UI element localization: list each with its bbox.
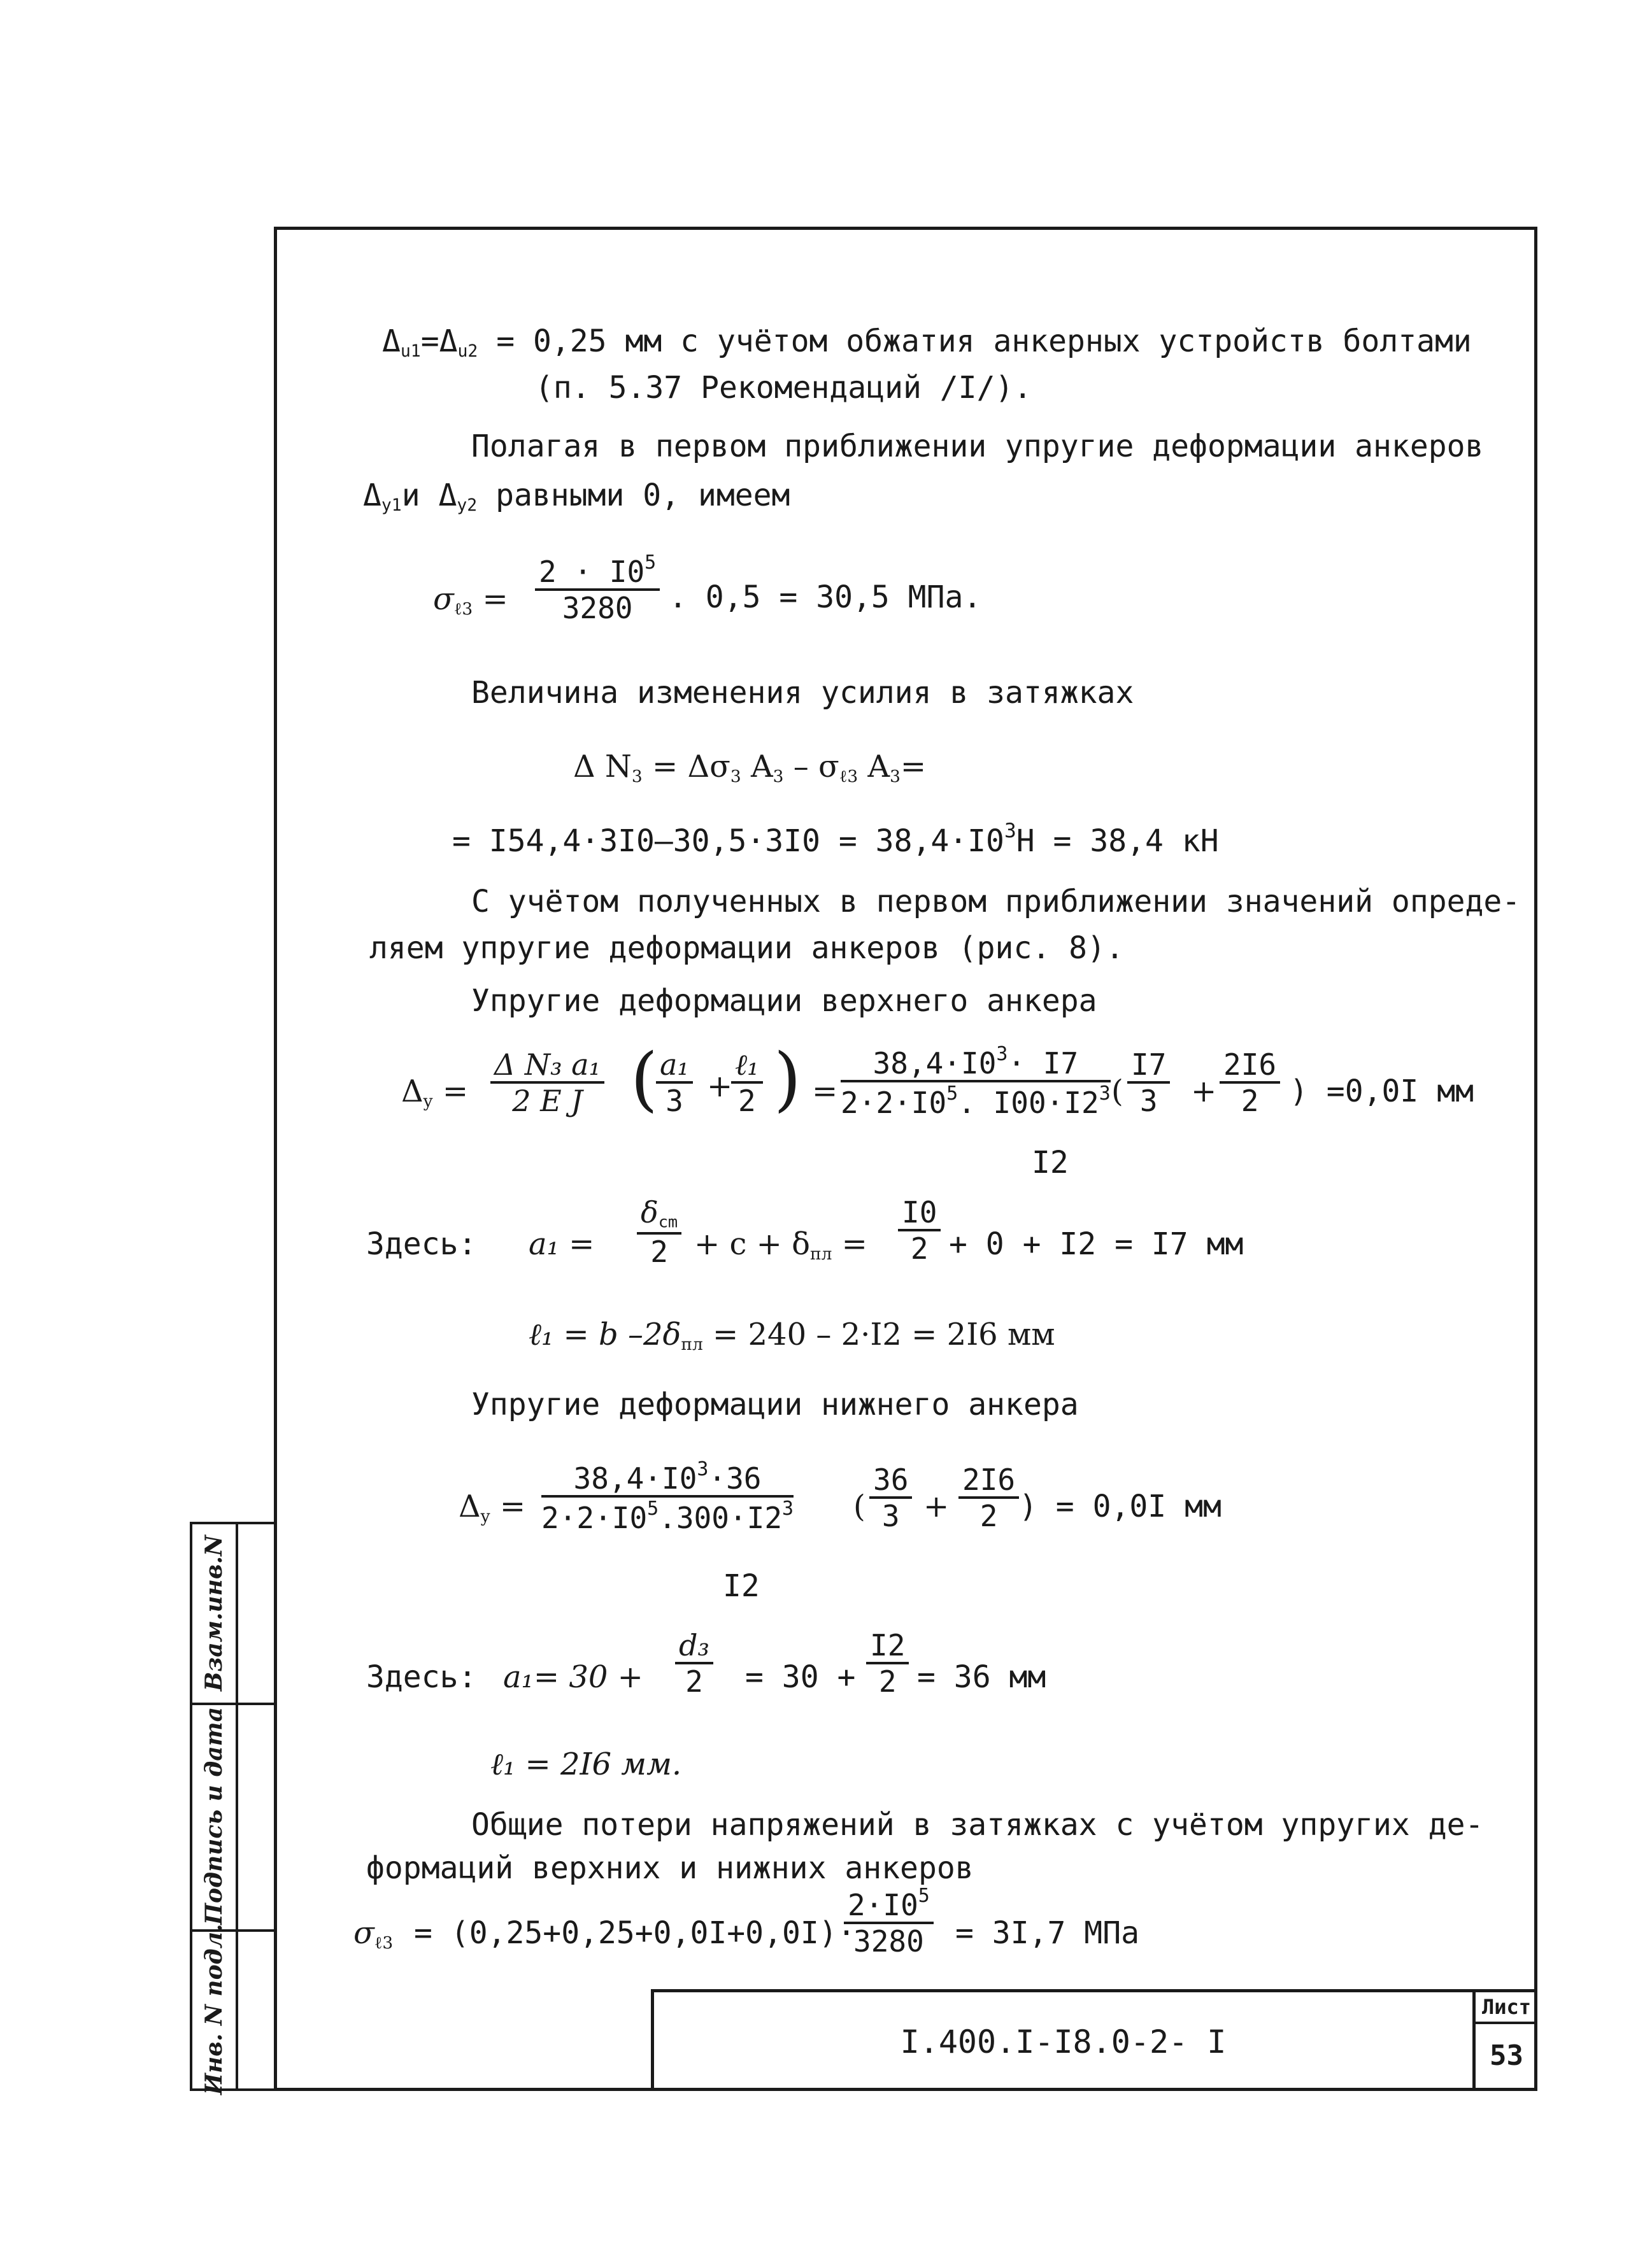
- eq3-g1: $\frac{I7}{3}$: [1127, 1049, 1170, 1117]
- eq6-p-open: (: [853, 1489, 865, 1524]
- eq3-p-open: (: [1111, 1074, 1123, 1109]
- eq3-result: ) =0,0I мм: [1290, 1074, 1474, 1109]
- side-stamp: [190, 1522, 274, 2095]
- eq3-plus2: +: [1191, 1074, 1217, 1109]
- eq4-mid: + $c + \delta_{пл}$ =: [694, 1226, 867, 1264]
- eq3-big-den-low: I2: [1032, 1145, 1069, 1180]
- p1-line2: (п. 5.37 Рекомендаций /I/).: [535, 370, 1032, 406]
- eq1-rest: . 0,5 = 30,5 МПа.: [669, 579, 982, 615]
- eq6-g1: $\frac{36}{3}$: [869, 1464, 912, 1533]
- eq4-frac2: $\frac{I0}{2}$: [898, 1197, 941, 1265]
- p6: Упругие деформации нижнего анкера: [471, 1387, 1079, 1422]
- eq4-a: a₁ =: [529, 1226, 595, 1262]
- p4-line2: ляем упругие деформации анкеров (рис. 8).: [369, 930, 1124, 966]
- eq6-den-low: I2: [723, 1568, 760, 1604]
- title-block: [651, 1989, 1537, 2091]
- eq2-line1: Δ $N_3 = \Delta\sigma_3$ $A_3 - \sigma_{\ell 3}$ $A_3=$: [573, 749, 927, 786]
- eq3-big-frac: $\frac{38,4\cdot I0^3\cdot I7}{2\cdot 2\cdot I0^5. I00\cdot I2^3}$: [841, 1043, 1111, 1121]
- eq7-mid: = 30 +: [745, 1659, 856, 1695]
- eq4-label: Здесь:: [366, 1226, 477, 1262]
- p7-line1: Общие потери напряжений в затяжках с учётом упругих де-: [471, 1807, 1484, 1843]
- eq3-frac3: ℓ₁ 2: [731, 1049, 763, 1117]
- p7-line2: формаций верхних и нижних анкеров: [366, 1850, 974, 1886]
- eq9-lhs: $\sigma_{\ell 3}$: [353, 1915, 394, 1953]
- eq1-lhs: $\sigma_{\ell 3}$ =: [433, 581, 508, 619]
- sheet-number: 53: [1490, 2039, 1523, 2072]
- eq6-result: ) = 0,0I мм: [1019, 1489, 1221, 1524]
- eq1-fraction: $\frac{2 \cdot I0^5}{3280}$: [535, 553, 660, 625]
- eq5: ℓ₁ = b $-2\delta_{пл} = 240 - 2\cdot I2 = 2I6$ мм: [529, 1317, 1055, 1354]
- p1-line1: $\Delta_{u1}=\Delta_{u2} = 0,25$ мм с учётом обжатия анкерных устройств болтами: [382, 323, 1472, 361]
- eq6-plus: +: [923, 1489, 950, 1524]
- eq3-plus: +: [707, 1068, 733, 1104]
- eq3-eq2: =: [812, 1074, 838, 1109]
- eq4-rest: + 0 + I2 = I7 мм: [949, 1226, 1244, 1262]
- eq7-a: a₁= 30 +: [503, 1659, 643, 1695]
- sheet-cell: [1472, 1992, 1537, 2091]
- eq9-rest: = 3I,7 МПа: [955, 1915, 1139, 1951]
- eq4-frac1: $\delta_{cm}$ 2: [637, 1197, 681, 1268]
- eq7-frac2: $\frac{I2}{2}$: [866, 1630, 909, 1698]
- eq3-lhs: $\Delta_y$ =: [401, 1074, 469, 1111]
- eq3-paren-open: (: [630, 1038, 658, 1119]
- eq6-lhs: $\Delta_y$ =: [459, 1489, 526, 1526]
- sheet-label: Лист: [1476, 1992, 1537, 2024]
- eq9-pre: = (0,25+0,25+0,0I+0,0I)·: [414, 1915, 856, 1951]
- eq3-g2: $\frac{2I6}{2}$: [1220, 1049, 1280, 1117]
- side-label-replacement-inv: Взам.инв.N: [201, 1535, 227, 1692]
- p2-line1: Полагая в первом приближении упругие деформации анкеров: [471, 429, 1484, 464]
- eq3-frac1: $\frac{\text{Δ N₃ a₁}}{\text{2 E J}}$: [490, 1049, 604, 1117]
- eq7-rest: = 36 мм: [917, 1659, 1046, 1695]
- eq6-g2: $\frac{2I6}{2}$: [958, 1464, 1019, 1533]
- eq7-frac1: $\frac{\text{d₃}}{2}$: [675, 1630, 713, 1698]
- side-label-original-inv: Инв. N подл.: [201, 1924, 227, 2095]
- eq6-frac: $\frac{38,4\cdot I0^3\cdot 36}{2\cdot 2\cdot I0^5.300\cdot I2^3}$: [541, 1458, 794, 1536]
- document-code: I.400.I-I8.0-2- I: [900, 2023, 1227, 2060]
- p4-line1: С учётом полученных в первом приближении значений опреде-: [471, 884, 1521, 919]
- p3: Величина изменения усилия в затяжках: [471, 675, 1134, 711]
- eq9-fraction: $\frac{2\cdot I0^5}{3280}$: [844, 1886, 934, 1958]
- p2-line2: $\Delta_{y1}и$ $\Delta_{y2}$ равными 0, имеем: [363, 478, 790, 515]
- eq3-paren-close: ): [774, 1038, 801, 1119]
- eq7-label: Здесь:: [366, 1659, 477, 1695]
- eq2-line2: = $I54,4\cdot 3I0-30,5\cdot 3I0 = 38,4\cdot I0^3Н = 38,4$ кН: [452, 819, 1219, 859]
- eq8: ℓ₁ = 2I6 мм.: [490, 1747, 682, 1782]
- eq3-frac2: $\frac{\text{a₁}}{3}$: [656, 1049, 693, 1117]
- p5: Упругие деформации верхнего анкера: [471, 983, 1097, 1019]
- side-label-signature-date: Подпись и дата: [201, 1706, 227, 1925]
